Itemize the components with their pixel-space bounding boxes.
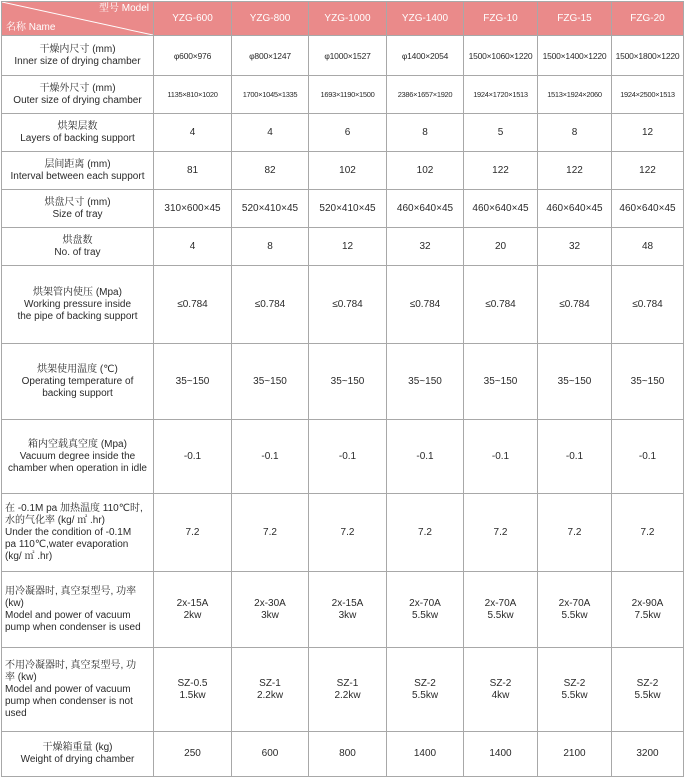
- spec-value-cell: 32: [538, 228, 612, 266]
- spec-row: [2, 494, 684, 572]
- spec-label-line: Outer size of drying chamber: [13, 94, 142, 106]
- spec-value-cell: ≤0.784: [309, 266, 387, 344]
- spec-value-cell: [538, 572, 612, 648]
- spec-value-cell: 35~150: [464, 344, 538, 420]
- spec-value-line: 2x-70A: [484, 597, 517, 609]
- spec-value-cell: 600: [232, 732, 309, 777]
- spec-value-line: 2kw: [183, 609, 202, 621]
- spec-value-cell: 7.2: [309, 494, 387, 572]
- spec-value-cell: 1500×1800×1220: [612, 36, 684, 76]
- spec-value-cell: [232, 572, 309, 648]
- spec-value-line: SZ-2: [489, 677, 512, 689]
- model-header: FZG-10: [464, 2, 538, 36]
- spec-label-line: chamber when operation in idle: [8, 462, 147, 474]
- spec-value-cell: 520×410×45: [309, 190, 387, 228]
- spec-value-cell: 1693×1190×1500: [309, 76, 387, 114]
- spec-label-line: 率 (kw): [5, 671, 37, 683]
- spec-value-cell: 460×640×45: [387, 190, 464, 228]
- corner-header-cell: [2, 2, 154, 36]
- spec-label-cell: [2, 572, 154, 648]
- spec-label-cell: [2, 114, 154, 152]
- spec-label-line: Operating temperature of: [21, 375, 134, 387]
- spec-label-cell: [2, 494, 154, 572]
- spec-value-cell: 7.2: [154, 494, 232, 572]
- spec-value-cell: [154, 572, 232, 648]
- spec-value-line: 2.2kw: [256, 689, 284, 701]
- spec-value-cell: φ800×1247: [232, 36, 309, 76]
- spec-value-cell: 7.2: [538, 494, 612, 572]
- spec-label-cell: [2, 344, 154, 420]
- spec-value-cell: 7.2: [232, 494, 309, 572]
- spec-value-cell: φ1000×1527: [309, 36, 387, 76]
- spec-row: [2, 114, 684, 152]
- spec-value-cell: 460×640×45: [538, 190, 612, 228]
- spec-value-cell: [309, 572, 387, 648]
- spec-label-line: Layers of backing support: [20, 132, 135, 144]
- spec-body: [2, 36, 684, 777]
- spec-label-line: 箱内空载真空度 (Mpa): [28, 438, 127, 450]
- spec-label-line: 烘盘数: [62, 234, 93, 246]
- spec-label-line: 水的气化率 (kg/ ㎡ .hr): [5, 514, 106, 526]
- spec-row: [2, 732, 684, 777]
- spec-label-line: 干燥外尺寸 (mm): [39, 82, 116, 94]
- spec-value-cell: ≤0.784: [387, 266, 464, 344]
- spec-label-cell: [2, 190, 154, 228]
- spec-value-cell: 122: [538, 152, 612, 190]
- spec-value-cell: 7.2: [612, 494, 684, 572]
- spec-value-line: 5.5kw: [411, 609, 439, 621]
- spec-value-cell: 520×410×45: [232, 190, 309, 228]
- spec-value-cell: 82: [232, 152, 309, 190]
- spec-value-cell: 35~150: [387, 344, 464, 420]
- spec-row: [2, 76, 684, 114]
- spec-label-line: (kw): [5, 597, 24, 609]
- spec-value-cell: -0.1: [232, 420, 309, 494]
- spec-value-cell: φ600×976: [154, 36, 232, 76]
- spec-value-cell: 1500×1060×1220: [464, 36, 538, 76]
- spec-value-line: SZ-0.5: [177, 677, 208, 689]
- spec-label-line: 在 -0.1M pa 加热温度 110℃时,: [5, 502, 143, 514]
- spec-value-cell: 81: [154, 152, 232, 190]
- spec-value-cell: 35~150: [232, 344, 309, 420]
- spec-value-cell: ≤0.784: [538, 266, 612, 344]
- spec-value-cell: 4: [154, 228, 232, 266]
- spec-value-cell: 1924×1720×1513: [464, 76, 538, 114]
- spec-value-cell: [387, 648, 464, 732]
- spec-value-cell: -0.1: [387, 420, 464, 494]
- spec-label-line: 烘架管内使压 (Mpa): [33, 286, 122, 298]
- spec-label-line: backing support: [42, 387, 113, 399]
- spec-value-cell: 1400: [387, 732, 464, 777]
- spec-value-cell: [387, 572, 464, 648]
- spec-value-cell: [309, 648, 387, 732]
- spec-row: [2, 152, 684, 190]
- spec-value-line: 2x-30A: [254, 597, 286, 609]
- spec-row: [2, 228, 684, 266]
- spec-value-line: 2x-15A: [331, 597, 364, 609]
- spec-row: [2, 344, 684, 420]
- spec-value-line: SZ-2: [636, 677, 659, 689]
- model-header: YZG-800: [232, 2, 309, 36]
- spec-value-cell: 122: [464, 152, 538, 190]
- spec-value-cell: 6: [309, 114, 387, 152]
- spec-label-cell: [2, 732, 154, 777]
- spec-label-line: Interval between each support: [10, 170, 145, 182]
- spec-label-line: pump when condenser is used: [5, 621, 141, 633]
- spec-row: [2, 190, 684, 228]
- spec-value-cell: 1400: [464, 732, 538, 777]
- spec-value-cell: -0.1: [612, 420, 684, 494]
- spec-value-cell: 1500×1400×1220: [538, 36, 612, 76]
- spec-label-line: 用冷凝器时, 真空泵型号, 功率: [5, 585, 137, 597]
- spec-value-cell: 102: [309, 152, 387, 190]
- spec-label-line: Weight of drying chamber: [20, 754, 135, 765]
- header-row: [2, 2, 684, 36]
- spec-value-cell: 4: [154, 114, 232, 152]
- spec-value-cell: 4: [232, 114, 309, 152]
- spec-label-line: Vacuum degree inside the: [19, 450, 136, 462]
- spec-value-cell: 3200: [612, 732, 684, 777]
- model-header: YZG-1400: [387, 2, 464, 36]
- spec-value-cell: 8: [387, 114, 464, 152]
- spec-label-line: pump when condenser is not: [5, 695, 133, 707]
- spec-value-line: 3kw: [338, 609, 357, 621]
- spec-label-cell: [2, 648, 154, 732]
- spec-value-line: 2x-70A: [558, 597, 591, 609]
- spec-value-cell: 35~150: [538, 344, 612, 420]
- spec-label-line: used: [5, 707, 27, 719]
- spec-value-line: SZ-2: [563, 677, 586, 689]
- spec-value-cell: 32: [387, 228, 464, 266]
- spec-label-line: 烘盘尺寸 (mm): [44, 196, 111, 208]
- model-header: FZG-15: [538, 2, 612, 36]
- spec-value-line: 7.5kw: [634, 609, 661, 621]
- spec-value-cell: -0.1: [464, 420, 538, 494]
- spec-label-cell: [2, 36, 154, 76]
- spec-label-cell: [2, 228, 154, 266]
- spec-value-cell: 102: [387, 152, 464, 190]
- spec-label-line: Model and power of vacuum: [5, 609, 131, 621]
- spec-label-line: 干燥内尺寸 (mm): [39, 43, 116, 55]
- spec-value-line: 2.2kw: [334, 689, 361, 701]
- spec-row: [2, 266, 684, 344]
- spec-value-line: 3kw: [261, 609, 279, 621]
- spec-value-cell: 8: [232, 228, 309, 266]
- spec-value-cell: ≤0.784: [464, 266, 538, 344]
- spec-value-cell: [464, 648, 538, 732]
- spec-value-cell: 12: [309, 228, 387, 266]
- spec-value-cell: 35~150: [612, 344, 684, 420]
- model-header: YZG-600: [154, 2, 232, 36]
- spec-value-cell: [612, 648, 684, 732]
- spec-label-line: 烘架使用温度 (℃): [37, 363, 118, 375]
- spec-value-cell: -0.1: [309, 420, 387, 494]
- spec-value-cell: [538, 648, 612, 732]
- spec-row: [2, 36, 684, 76]
- spec-label-line: 烘架层数: [57, 120, 98, 132]
- spec-label-line: Inner size of drying chamber: [14, 55, 141, 67]
- spec-row: [2, 420, 684, 494]
- spec-label-line: the pipe of backing support: [17, 310, 138, 322]
- spec-value-cell: -0.1: [154, 420, 232, 494]
- spec-value-line: 4kw: [491, 689, 510, 701]
- spec-label-line: Under the condition of -0.1M: [5, 526, 132, 538]
- spec-value-cell: 7.2: [387, 494, 464, 572]
- spec-value-cell: 310×600×45: [154, 190, 232, 228]
- spec-value-cell: 35~150: [309, 344, 387, 420]
- spec-value-cell: [612, 572, 684, 648]
- spec-value-cell: 1700×1045×1335: [232, 76, 309, 114]
- spec-value-cell: 460×640×45: [612, 190, 684, 228]
- spec-label-cell: [2, 152, 154, 190]
- spec-value-cell: 122: [612, 152, 684, 190]
- model-header-label: 型号 Model: [98, 3, 149, 14]
- spec-value-cell: 12: [612, 114, 684, 152]
- spec-label-cell: [2, 76, 154, 114]
- spec-value-line: 5.5kw: [411, 689, 439, 701]
- spec-value-cell: 20: [464, 228, 538, 266]
- spec-label-line: No. of tray: [54, 246, 101, 258]
- spec-value-cell: -0.1: [538, 420, 612, 494]
- spec-label-line: (kg/ ㎡ .hr): [5, 550, 53, 562]
- spec-value-cell: 1135×810×1020: [154, 76, 232, 114]
- spec-value-line: 5.5kw: [487, 609, 514, 621]
- spec-row: [2, 572, 684, 648]
- spec-label-cell: [2, 420, 154, 494]
- spec-value-line: SZ-2: [414, 677, 436, 689]
- spec-value-cell: [154, 648, 232, 732]
- spec-table: [1, 1, 684, 777]
- spec-value-cell: 5: [464, 114, 538, 152]
- spec-value-line: 2x-90A: [631, 597, 664, 609]
- spec-label-line: Size of tray: [52, 208, 103, 220]
- spec-value-cell: 7.2: [464, 494, 538, 572]
- spec-value-cell: 48: [612, 228, 684, 266]
- spec-label-line: 干燥箱重量 (kg): [42, 742, 113, 753]
- spec-value-line: 5.5kw: [561, 689, 588, 701]
- spec-label-line: 层间距离 (mm): [44, 158, 111, 170]
- spec-value-line: 2x-15A: [176, 597, 209, 609]
- model-header: FZG-20: [612, 2, 684, 36]
- spec-row: [2, 648, 684, 732]
- spec-value-cell: ≤0.784: [612, 266, 684, 344]
- spec-value-line: 5.5kw: [634, 689, 661, 701]
- spec-value-cell: 250: [154, 732, 232, 777]
- spec-value-cell: 35~150: [154, 344, 232, 420]
- spec-value-cell: 1513×1924×2060: [538, 76, 612, 114]
- spec-value-cell: ≤0.784: [232, 266, 309, 344]
- spec-value-cell: 8: [538, 114, 612, 152]
- spec-label-cell: [2, 266, 154, 344]
- spec-value-line: 2x-70A: [409, 597, 441, 609]
- spec-value-cell: [232, 648, 309, 732]
- spec-value-line: 1.5kw: [179, 689, 206, 701]
- spec-value-cell: 2386×1657×1920: [387, 76, 464, 114]
- spec-value-line: SZ-1: [259, 677, 281, 689]
- spec-value-cell: 1924×2500×1513: [612, 76, 684, 114]
- model-header: YZG-1000: [309, 2, 387, 36]
- spec-value-cell: [464, 572, 538, 648]
- spec-value-cell: 800: [309, 732, 387, 777]
- spec-value-cell: ≤0.784: [154, 266, 232, 344]
- spec-value-line: SZ-1: [336, 677, 359, 689]
- name-header-label: 名称 Name: [6, 22, 56, 33]
- spec-label-line: 不用冷凝器时, 真空泵型号, 功: [5, 659, 137, 671]
- spec-label-line: Model and power of vacuum: [5, 683, 131, 695]
- spec-label-line: Working pressure inside: [23, 298, 132, 310]
- spec-label-line: pa 110℃,water evaporation: [5, 538, 129, 550]
- spec-value-cell: 2100: [538, 732, 612, 777]
- spec-value-cell: φ1400×2054: [387, 36, 464, 76]
- spec-value-line: 5.5kw: [561, 609, 588, 621]
- spec-value-cell: 460×640×45: [464, 190, 538, 228]
